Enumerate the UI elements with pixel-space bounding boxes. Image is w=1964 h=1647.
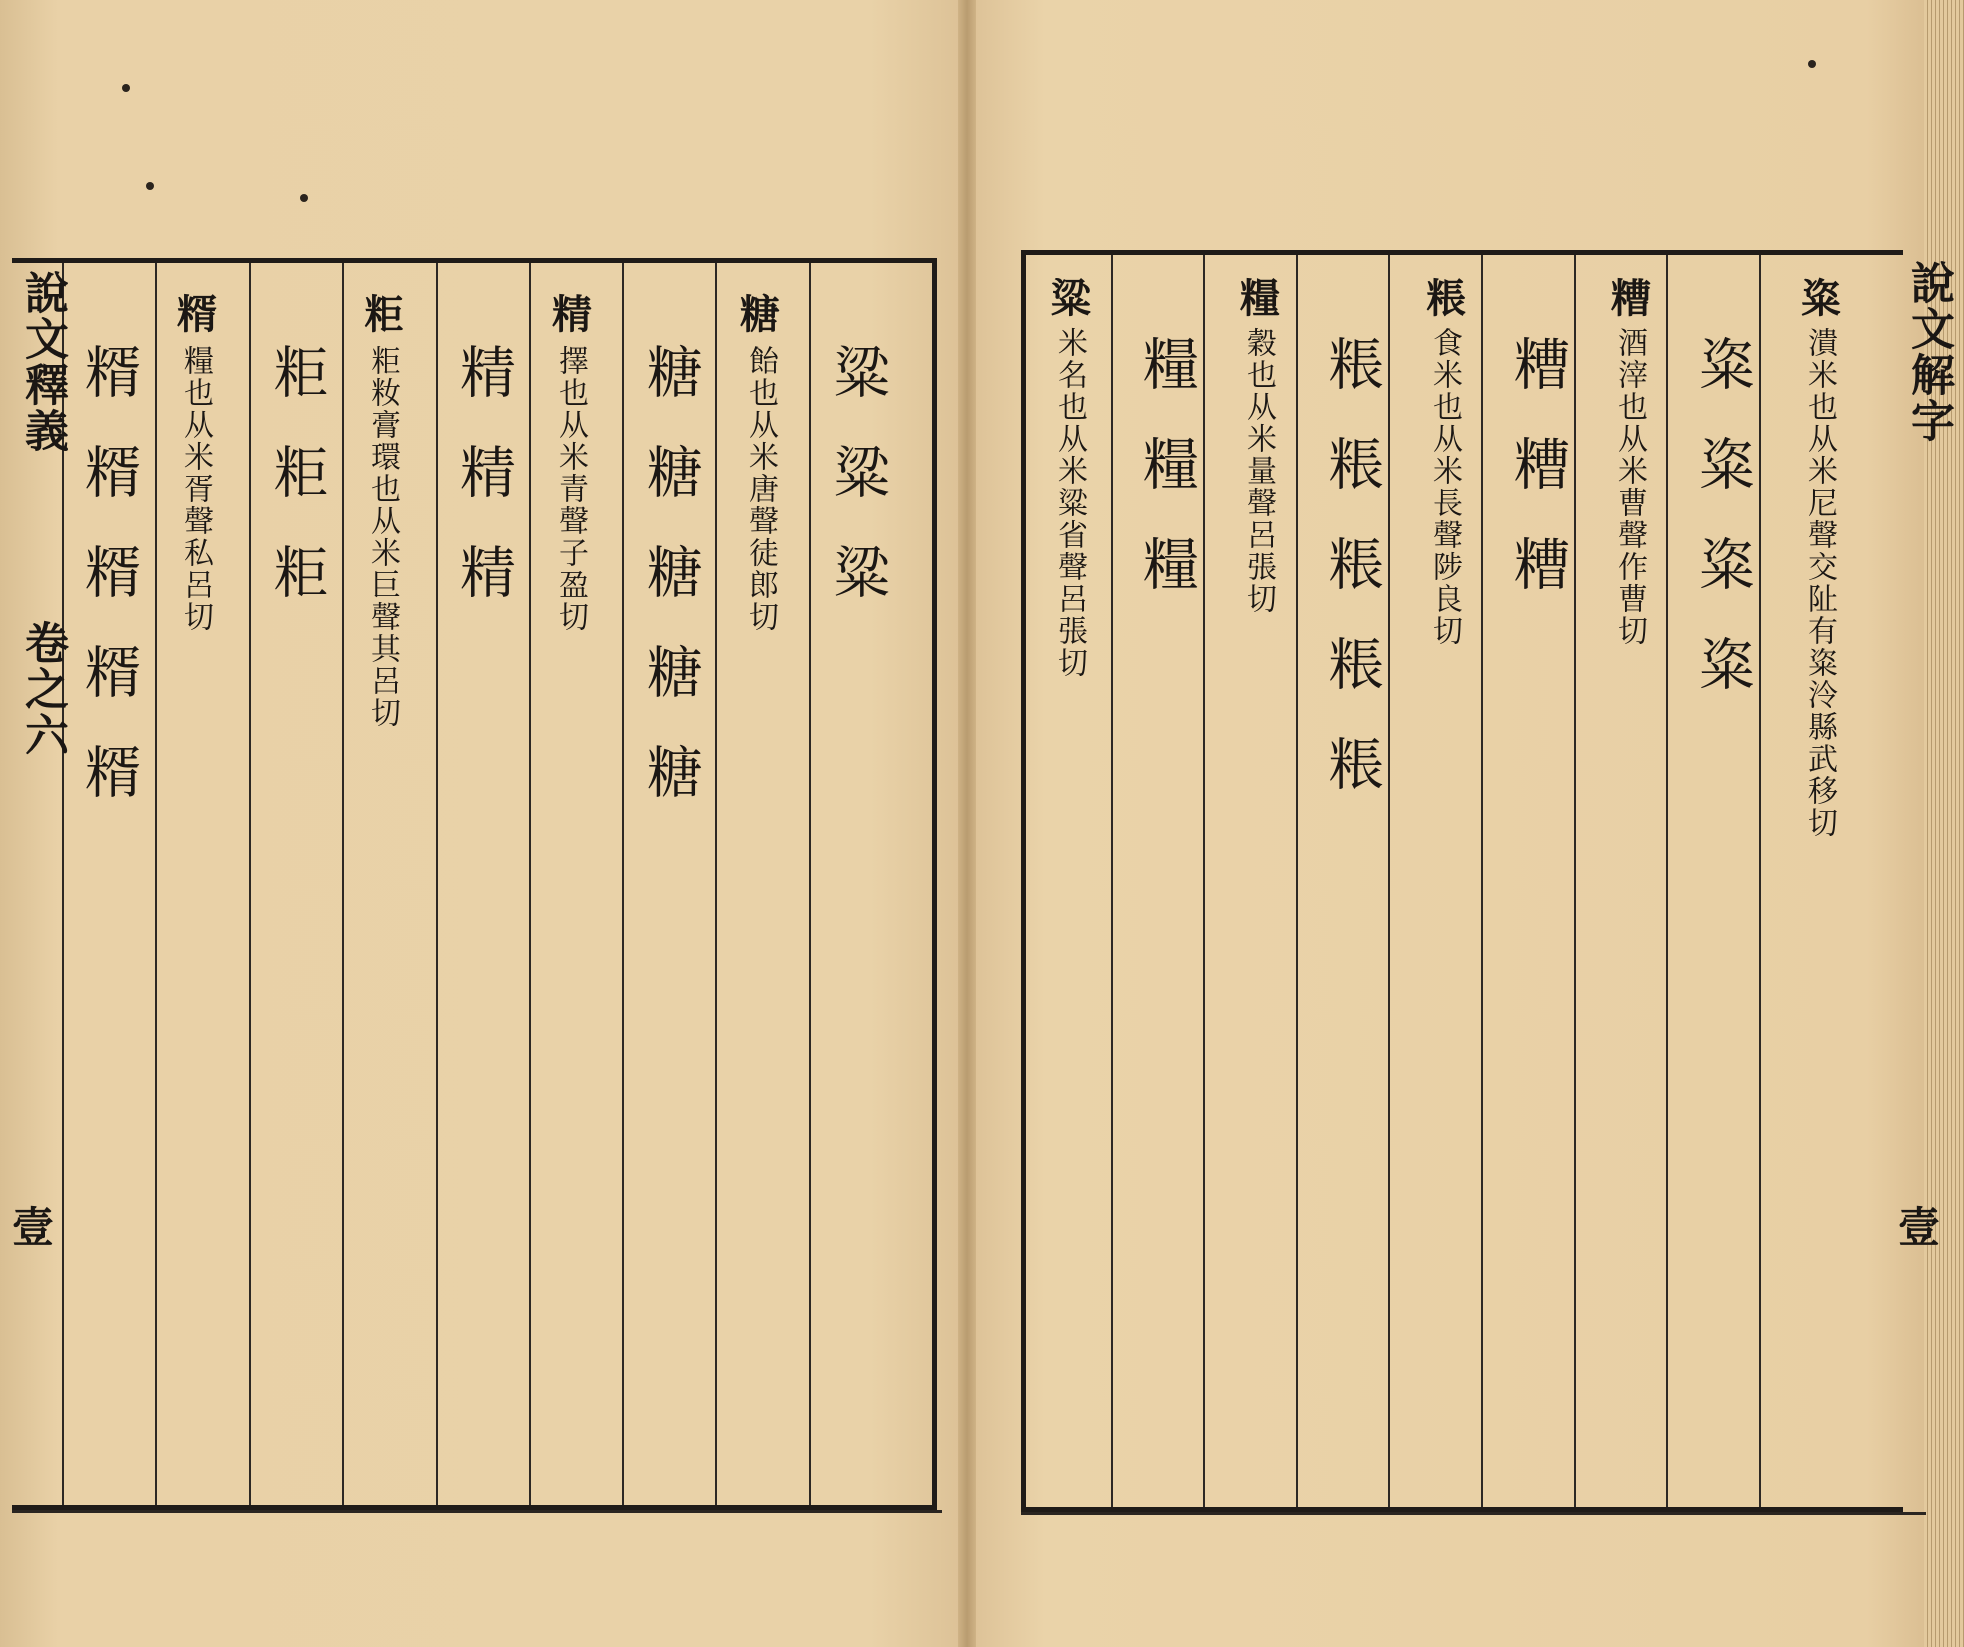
- left-margin-title: 說文釋義: [17, 270, 68, 454]
- entry-head: 粔: [364, 291, 404, 338]
- seal-glyphs: 粢粢粢粢: [1690, 335, 1755, 735]
- entry-gloss: 潰米也从米尼聲交阯有粢泠縣武移切: [1802, 327, 1837, 839]
- entry-gloss: 糧也从米胥聲私呂切: [178, 345, 213, 633]
- stitch-hole: [1808, 60, 1816, 68]
- left-margin-volume: 卷之六: [17, 620, 68, 758]
- seal-glyphs: 糧糧糧: [1134, 335, 1199, 635]
- seal-glyphs: 精精精: [451, 343, 516, 643]
- book-gutter: [958, 0, 976, 1647]
- right-bottom-rule: [1021, 1512, 1926, 1515]
- entry-head: 糧: [1240, 275, 1280, 322]
- entry-gloss: 食米也从米長聲陟良切: [1427, 327, 1462, 647]
- seal-glyphs: 糟糟糟: [1505, 335, 1570, 635]
- entry-head: 粻: [1426, 275, 1466, 322]
- entry-head: 粱: [1051, 275, 1091, 322]
- entry-gloss: 米名也从米粱省聲呂張切: [1052, 327, 1087, 679]
- seal-glyphs: 粻粻粻粻粻: [1319, 335, 1384, 835]
- stitch-hole: [122, 84, 130, 92]
- right-page-frame: [1021, 250, 1903, 1512]
- entry-gloss: 穀也从米量聲呂張切: [1241, 327, 1276, 615]
- entry-gloss: 飴也从米唐聲徒郎切: [743, 345, 778, 633]
- stitch-hole: [146, 182, 154, 190]
- entry-head: 精: [552, 291, 592, 338]
- entry-gloss: 粔籹膏環也从米巨聲其呂切: [365, 345, 400, 729]
- left-bottom-rule: [12, 1510, 942, 1513]
- left-page-number: 壹: [12, 1203, 55, 1252]
- entry-head: 糟: [1611, 275, 1651, 322]
- entry-gloss: 酒滓也从米曹聲作曹切: [1612, 327, 1647, 647]
- left-page-frame: [12, 258, 937, 1510]
- seal-glyphs: 糖糖糖糖糖: [638, 343, 703, 843]
- seal-glyphs: 粱粱粱: [825, 343, 890, 643]
- right-page-number: 壹: [1898, 1203, 1941, 1252]
- entry-head: 糈: [177, 291, 217, 338]
- right-margin-title: 說文解字: [1903, 260, 1954, 444]
- seal-glyphs: 粔粔粔: [264, 343, 329, 643]
- entry-head: 粢: [1801, 275, 1841, 322]
- seal-glyphs: 糈糈糈糈糈: [76, 343, 141, 843]
- stitch-hole: [300, 194, 308, 202]
- entry-gloss: 擇也从米青聲子盈切: [553, 345, 588, 633]
- page-edges: [1924, 0, 1964, 1647]
- entry-head: 糖: [740, 291, 780, 338]
